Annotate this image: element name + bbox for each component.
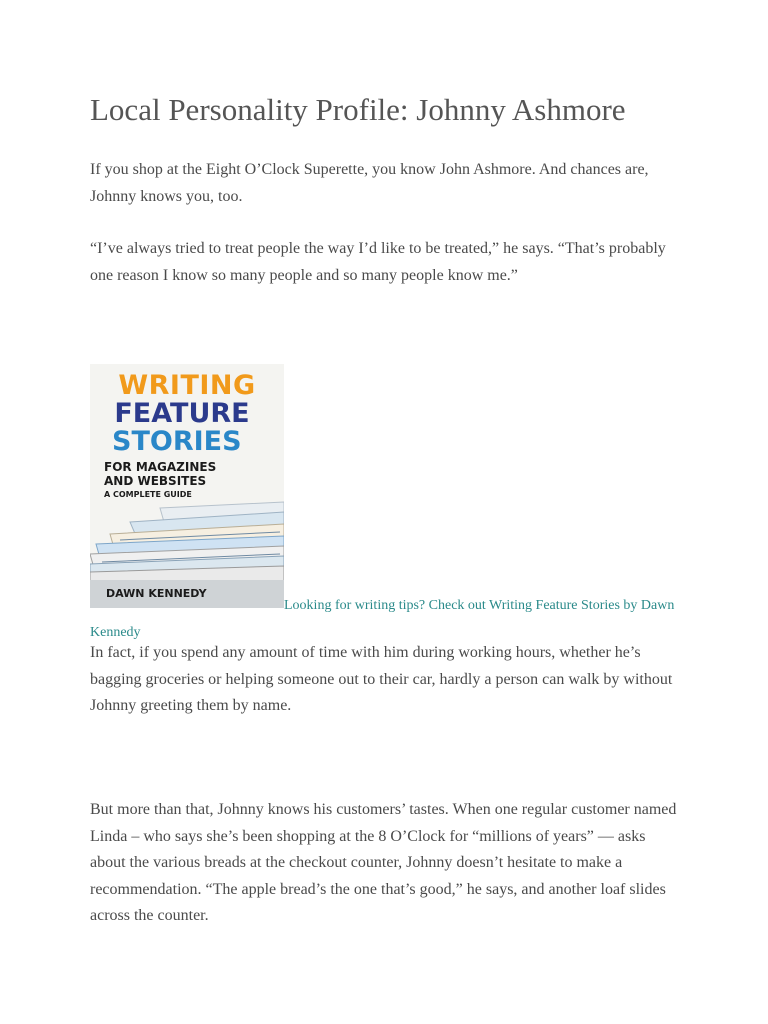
paragraph-greeting: In fact, if you spend any amount of time with him during working hours, whether he’s bagging groceries or helping someone out to their car, hardly a person can walk by without Johnny greeting them by name.: [90, 644, 673, 714]
cover-subtitle-1: FOR MAGAZINES: [104, 460, 217, 474]
paragraph-quote: “I’ve always tried to treat people the way I’d like to be treated,” he says. “That’s probably one reason I know so many people and so many people know me.”: [90, 240, 666, 284]
book-promo-link[interactable]: Looking for writing tips? Check out Writing Feature Stories by Dawn: [284, 598, 675, 613]
article-title: Local Personality Profile: Johnny Ashmore: [90, 92, 626, 127]
book-promo-link-continued[interactable]: Kennedy: [90, 625, 141, 640]
book-promo: [90, 364, 680, 640]
cover-title-stories: STORIES: [112, 426, 242, 457]
cover-tagline: A COMPLETE GUIDE: [104, 490, 192, 499]
book-cover-image[interactable]: [90, 364, 284, 608]
cover-title-feature: FEATURE: [114, 398, 250, 429]
cover-subtitle-2: AND WEBSITES: [104, 474, 207, 488]
paragraph-customers: But more than that, Johnny knows his customers’ tastes. When one regular customer named Linda – who says she’s been shopping at the 8 O’Clock for “millions of years” — asks about the various breads at the checkout counter, Johnny doesn’t hesitate to make a recommendation. “The apple bread’s the one that’s good,” he says, and another loaf slides across the counter.: [90, 801, 677, 924]
paragraph-intro: If you shop at the Eight O’Clock Superette, you know John Ashmore. And chances are, Johnny knows you, too.: [90, 161, 649, 205]
cover-title-writing: WRITING: [118, 370, 256, 401]
cover-author: DAWN KENNEDY: [106, 587, 207, 600]
magazine-stack-illustration: [90, 500, 284, 584]
